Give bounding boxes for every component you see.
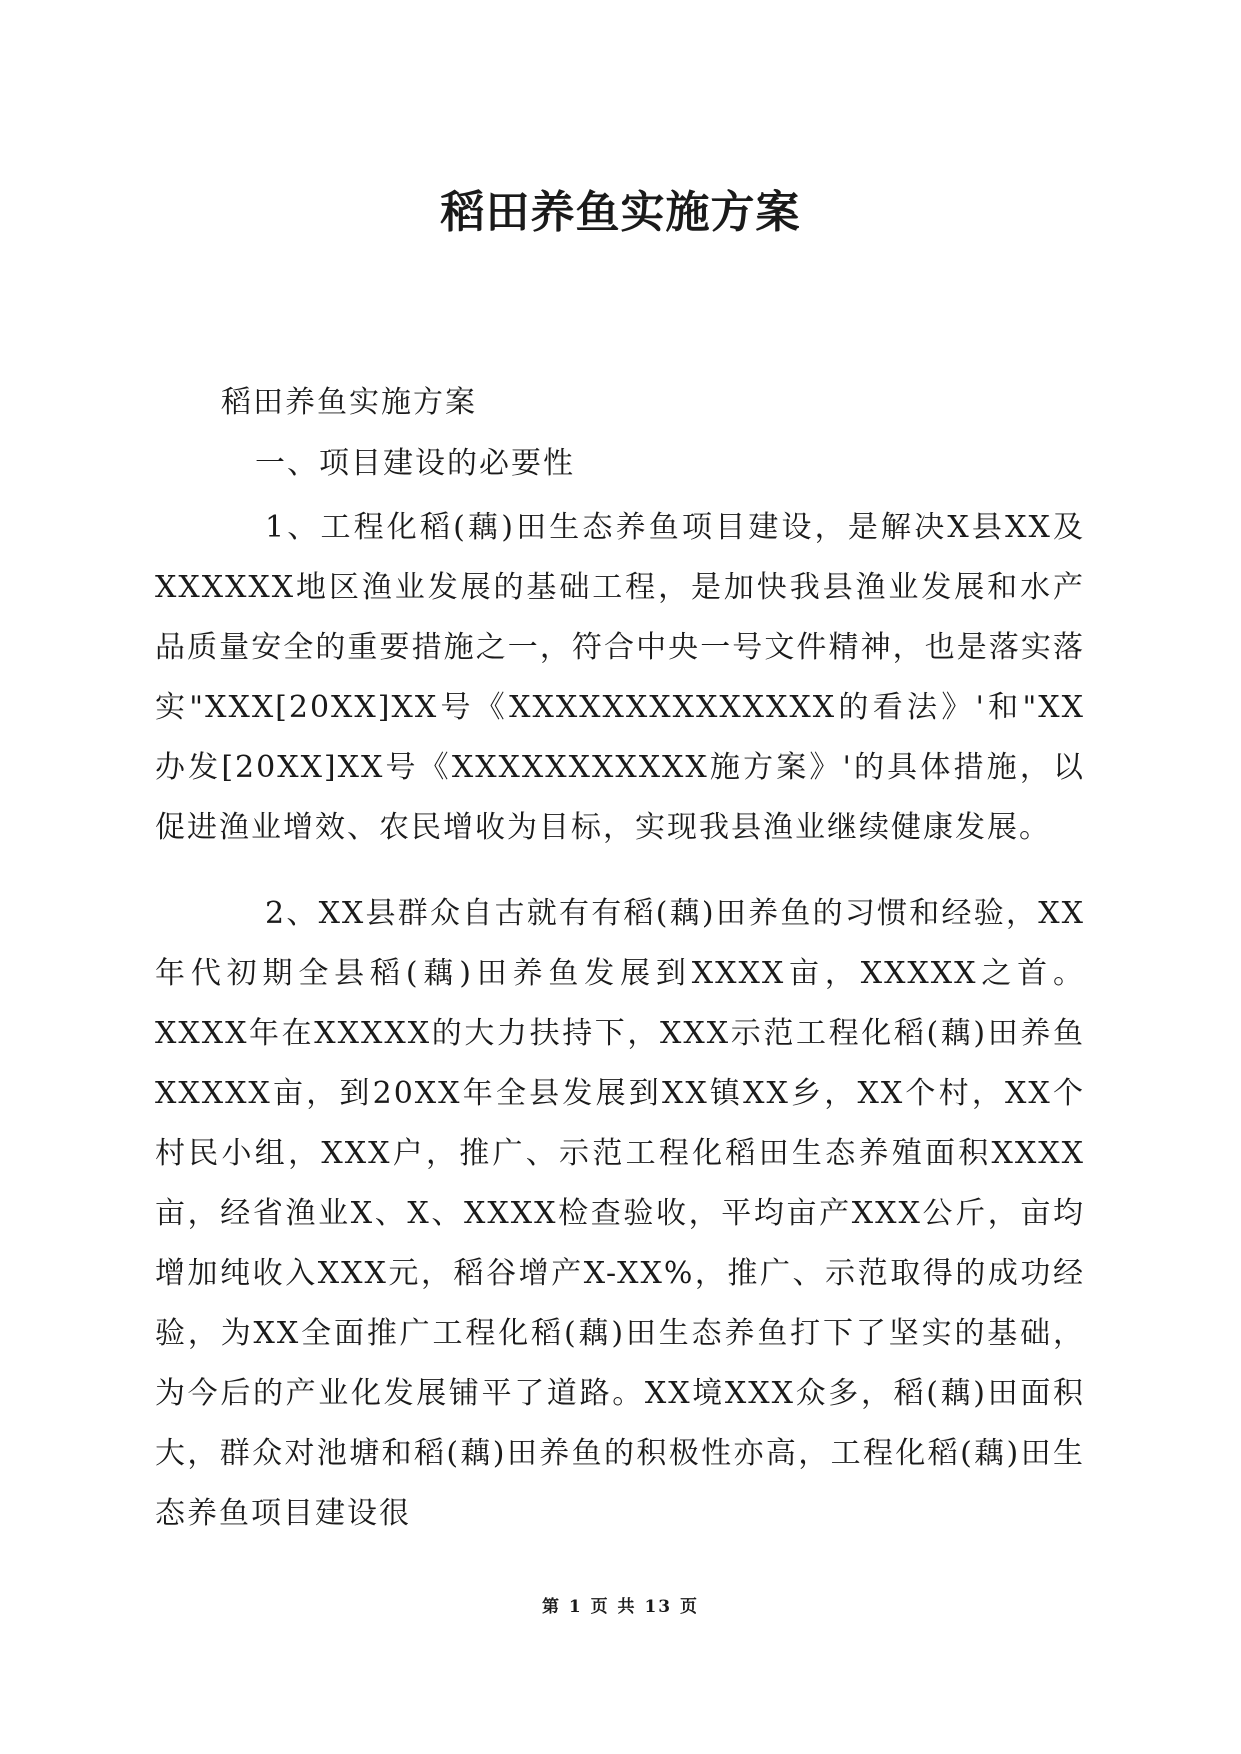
document-title: 稻田养鱼实施方案 bbox=[440, 187, 801, 238]
document-subtitle: 稻田养鱼实施方案 bbox=[221, 385, 477, 420]
paragraph-1: 1、工程化稻(藕)田生态养鱼项目建设，是解决X县XX及XXXXXX地区渔业发展的基础工程，是加快我县渔业发展和水产品质量安全的重要措施之一，符合中央一号文件精神，也是落实落实"XXX[20XX]XX号《XXXXXXXXXXXXXX的看法》'和"XX办发[20XX]XX号《XXXXXXXXXXX施方案》'的具体措施，以促进渔业增效、农民增收为目标，实现我县渔业继续健康发展。 bbox=[155, 510, 1085, 845]
page-number-footer: 第 1 页 共 13 页 bbox=[541, 1597, 700, 1617]
section-heading: 一、项目建设的必要性 bbox=[255, 446, 575, 481]
paragraph-2: 2、XX县群众自古就有有稻(藕)田养鱼的习惯和经验，XX年代初期全县稻(藕)田养鱼发展到XXXX亩，XXXXX之首。XXXX年在XXXXX的大力扶持下，XXX示范工程化稻(藕)田养鱼XXXXX亩，到20XX年全县发展到XX镇XX乡，XX个村，XX个村民小组，XXX户，推广、示范工程化稻田生态养殖面积XXXX亩，经省渔业X、X、XXXX检查验收，平均亩产XXX公斤，亩均增加纯收入XXX元，稻谷增产X-XX%，推广、示范取得的成功经验，为XX全面推广工程化稻(藕)田生态养鱼打下了坚实的基础，为今后的产业化发展铺平了道路。XX境XXX众多，稻(藕)田面积大，群众对池塘和稻(藕)田养鱼的积极性亦高，工程化稻(藕)田生态养鱼项目建设很 bbox=[155, 896, 1085, 1531]
